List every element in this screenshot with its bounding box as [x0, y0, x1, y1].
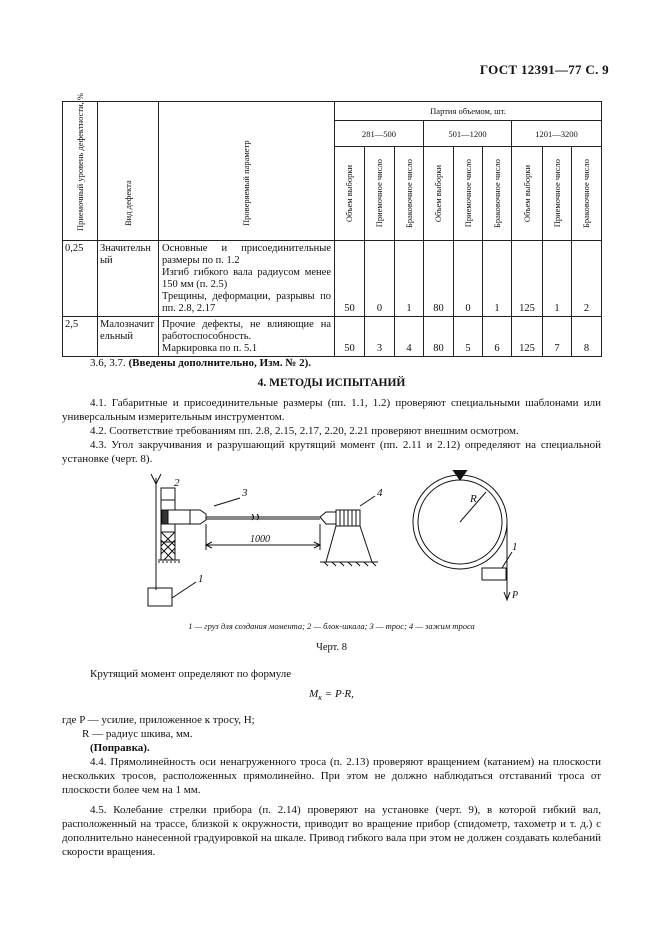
col-param-header: Проверяемый параметр: [159, 102, 335, 241]
sampling-table: [62, 93, 602, 357]
paragraph-4-5: 4.5. Колебание стрелки прибора (п. 2.14) проверяют на установке (черт. 9), в которой гибкий вал, расположенный на трассе, близкой к окружности, приводит во вращение прибор (спидометр, тахометр и т. д.) с дополнительно нанесенной градуировкой на шкале. Привод гибкого вала при этом не должен создавать колебаний скорости вращения.: [62, 804, 601, 858]
amendment-note: 3.6, 3.7. (Введены дополнительно, Изм. № 2).: [90, 357, 312, 369]
sub-header: Приемочное число: [365, 147, 395, 241]
where-line-2: R — радиус шкива, мм.: [82, 728, 193, 740]
label-cable: 3: [242, 487, 248, 499]
paragraph-4-4: 4.4. Прямолинейность оси ненагруженного троса (п. 2.13) проверяют вращением (катанием) на плоскости нескольких тросов, расположенных прямолинейно. При этом не должно наблюдаться отставаний троса от плоскости более чем на 1 мм.: [62, 756, 601, 796]
figure-caption: 1 — груз для создания момента; 2 — блок-шкала; 3 — трос; 4 — зажим троса: [188, 621, 475, 631]
page-header: ГОСТ 12391—77 С. 9: [479, 62, 609, 77]
section-title: 4. МЕТОДЫ ИСПЫТАНИЙ: [257, 377, 406, 389]
col-level-header: Приемочный уровень дефектности, %: [63, 102, 98, 241]
figure-title: Черт. 8: [316, 642, 347, 653]
col-defect-header: Вид дефекта: [98, 102, 159, 241]
paragraph-4-1: 4.1. Габаритные и присоединительные размеры (пп. 1.1, 1.2) проверяют специальными шаблонами или универсальным измерительным инструментом.: [62, 397, 601, 423]
sub-header: Браковочное число: [395, 147, 424, 241]
sub-header: Объем выборки: [512, 147, 543, 241]
sub-header: Браковочное число: [572, 147, 602, 241]
label-block-scale: 2: [174, 477, 180, 489]
dimension-label: 1000: [250, 534, 270, 545]
test-rig-figure: [140, 470, 530, 615]
label-weight: 1: [198, 573, 204, 585]
formula: $M_к = P\cdot R$,: [309, 688, 354, 703]
label-clamp: 4: [377, 487, 383, 499]
table-row: 2,5 Малозначительный Прочие дефекты, не влияющие на работоспособность. Маркировка по п. 5.1 50 3 4 80 5 6 125 7 8: [63, 317, 602, 357]
where-line-1: где P — усилие, приложенное к тросу, Н;: [62, 714, 255, 726]
force-label: P: [512, 590, 519, 601]
radius-label: R: [470, 493, 477, 505]
sub-header: Браковочное число: [483, 147, 512, 241]
paragraph-4-3: 4.3. Угол закручивания и разрушающий крутящий момент (пп. 2.11 и 2.12) определяют на специальной установке (черт. 8).: [62, 439, 601, 465]
sub-header: Приемочное число: [543, 147, 572, 241]
table-row: 0,25 Значительный Основные и присоединительные размеры по п. 1.2 Изгиб гибкого вала радиусом менее 150 мм (п. 2.5) Трещины, деформации, разрывы по пп. 2.8, 2.17 50 0 1 80 0 1 125 1 2: [63, 241, 602, 317]
sub-header: Объем выборки: [335, 147, 365, 241]
range-header: 281—500: [335, 121, 424, 147]
correction-note: (Поправка).: [90, 742, 150, 754]
range-header: 501—1200: [424, 121, 512, 147]
sub-header: Объем выборки: [424, 147, 454, 241]
sub-header: Приемочное число: [454, 147, 483, 241]
batch-header: Партия объемом, шт.: [335, 102, 602, 121]
paragraph-4-2: 4.2. Соответствие требованиям пп. 2.8, 2.15, 2.17, 2.20, 2.21 проверяют внешним осмотром.: [90, 425, 519, 437]
formula-intro: Крутящий момент определяют по формуле: [90, 668, 292, 680]
label-weight-right: 1: [512, 541, 518, 553]
range-header: 1201—3200: [512, 121, 602, 147]
